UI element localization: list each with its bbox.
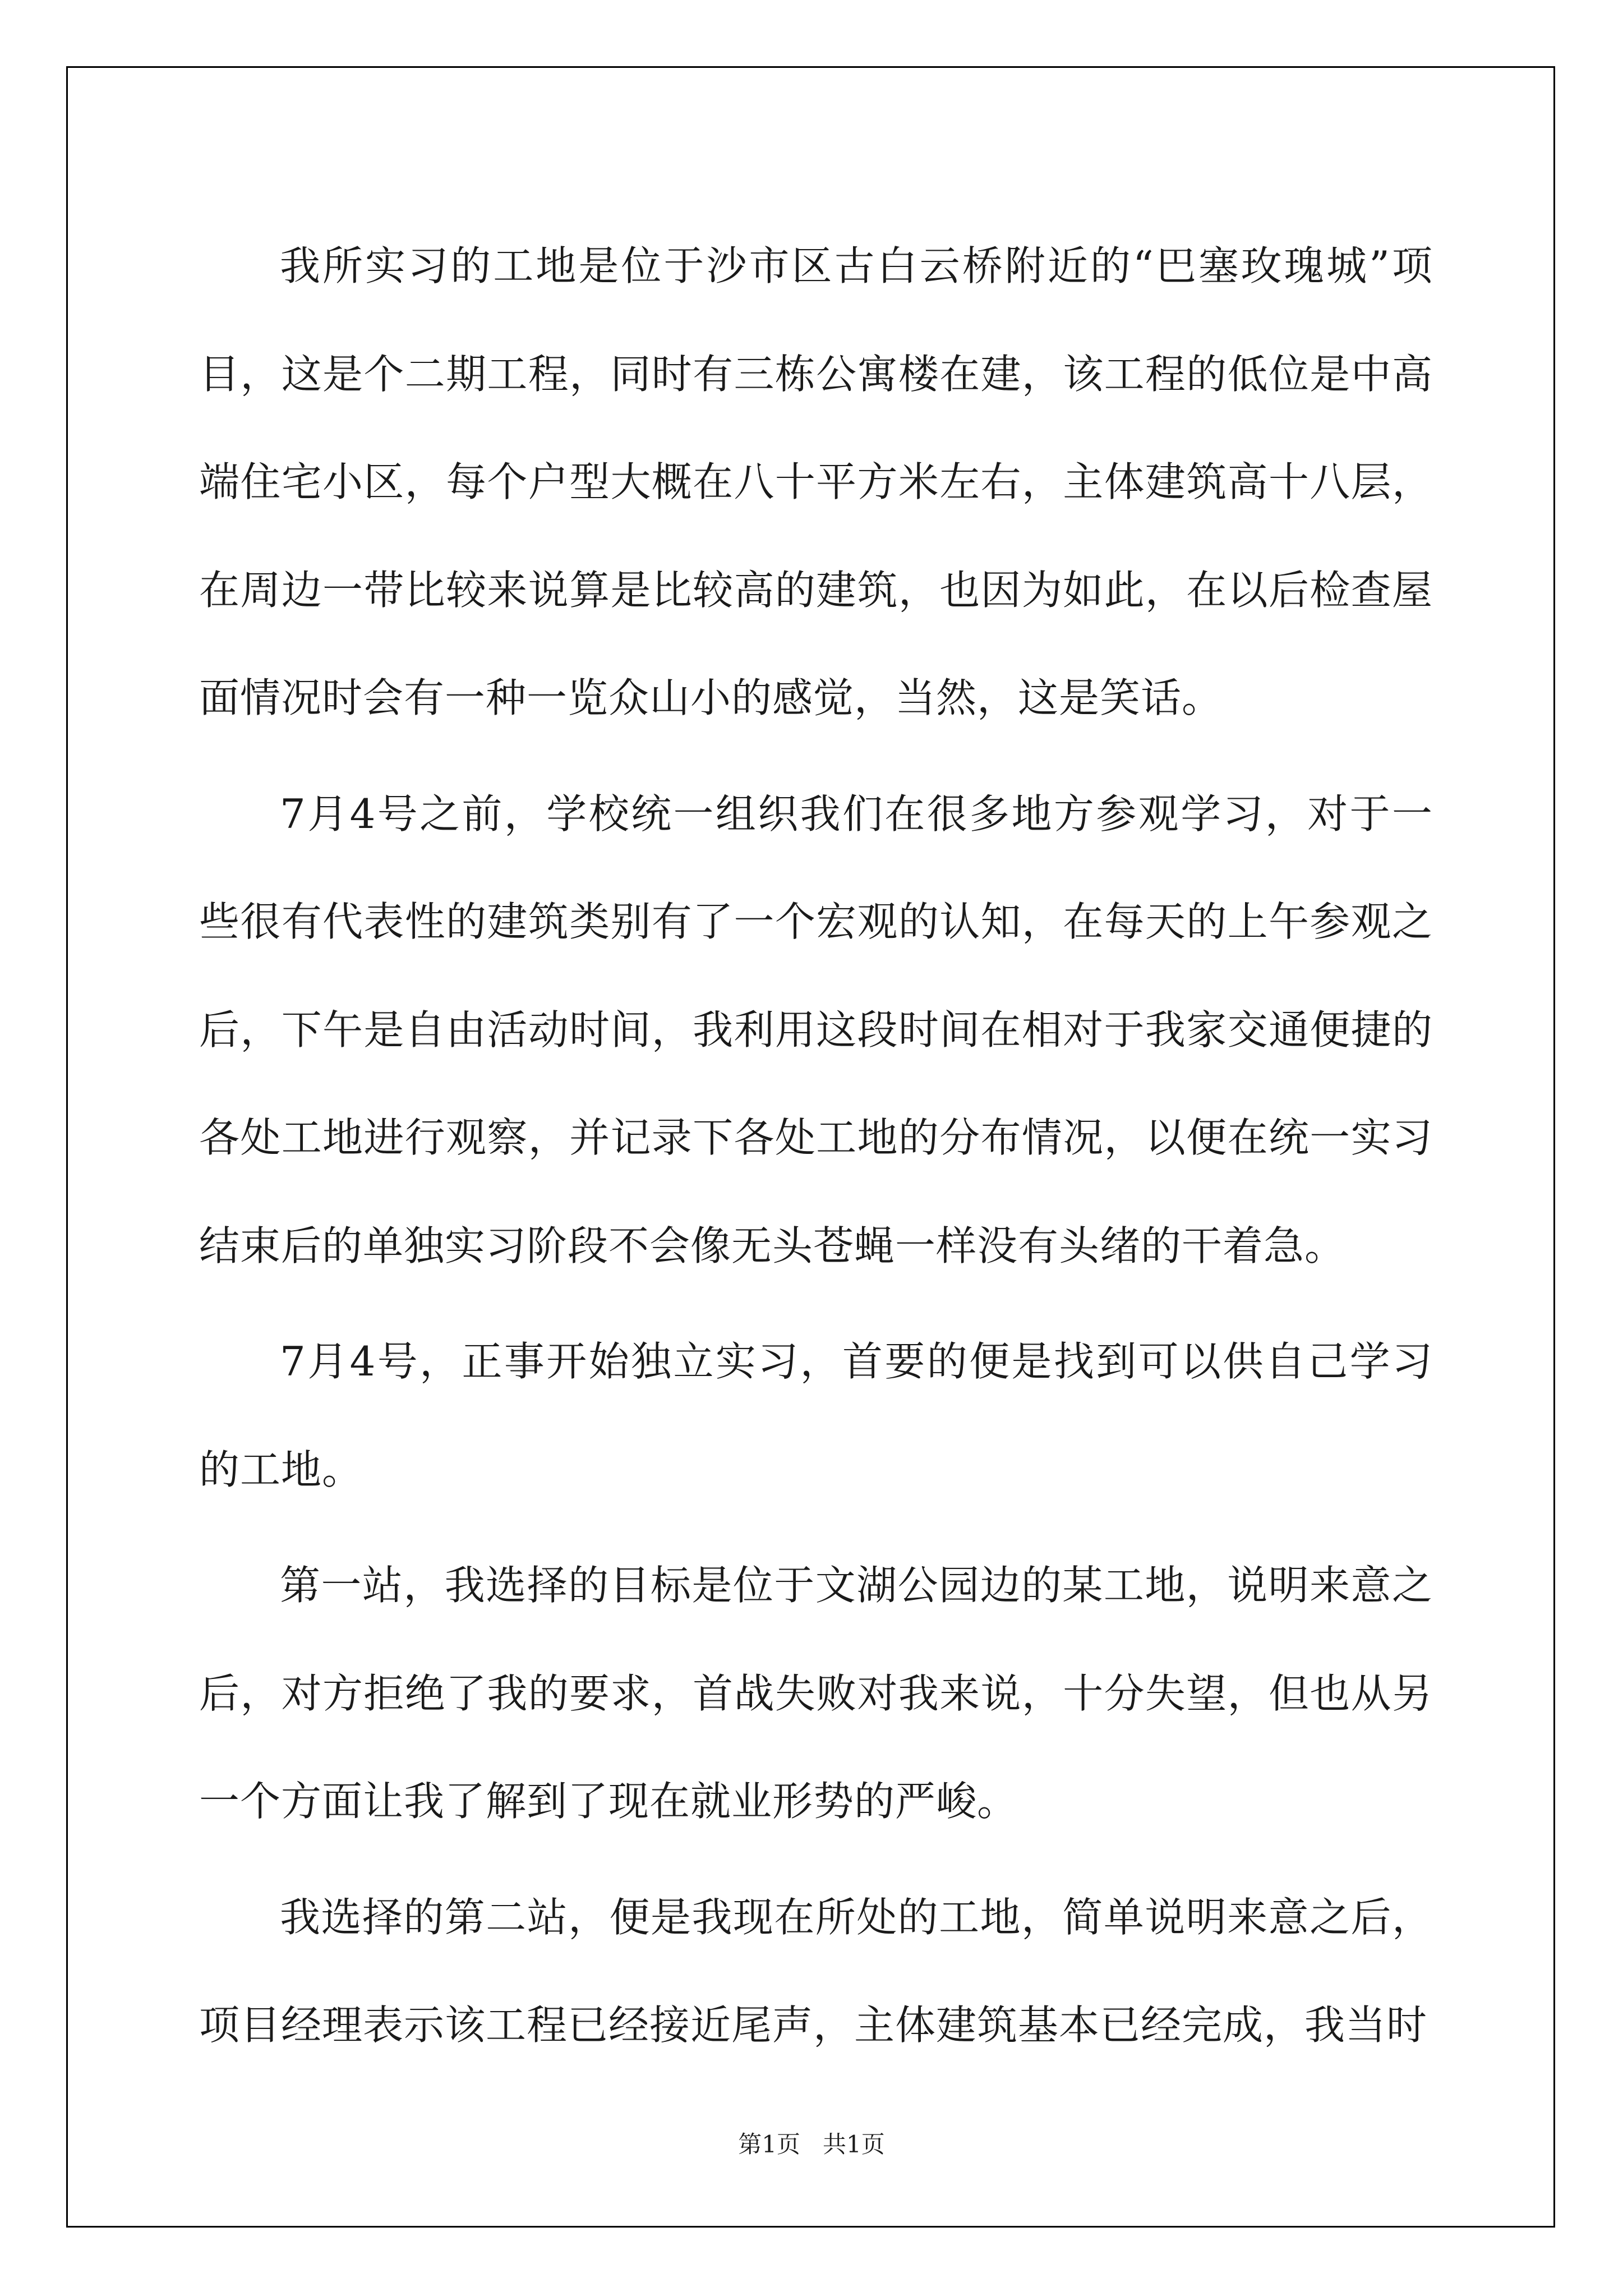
paragraph: 我所实习的工地是位于沙市区古白云桥附近的“巴塞玫瑰城”项目，这是个二期工程，同时有三栋公寓楼在建，该工程的低位是中高端住宅小区，每个户型大概在八十平方米左右，主体建筑高十八层，在周边一带比较来说算是比较高的建筑，也因为如此，在以后检查屋面情况时会有一种一览众山小的感觉，当然，这是笑话。	[199, 242, 1433, 721]
page-footer	[0, 2129, 1623, 2160]
paragraph: 7月4号，正事开始独立实习，首要的便是找到可以供自己学习的工地。	[199, 1338, 1433, 1493]
page-number: 第1页	[738, 2131, 800, 2158]
paragraph: 我选择的第二站，便是我现在所处的工地，简单说明来意之后，项目经理表示该工程已经接近尾声，主体建筑基本已经完成，我当时	[199, 1893, 1433, 2049]
page-total: 共1页	[823, 2131, 885, 2158]
paragraph: 第一站，我选择的目标是位于文湖公园边的某工地，说明来意之后，对方拒绝了我的要求，首战失败对我来说，十分失望，但也从另一个方面让我了解到了现在就业形势的严峻。	[199, 1562, 1433, 1825]
document-body	[199, 212, 1433, 2087]
paragraph: 7月4号之前，学校统一组织我们在很多地方参观学习，对于一些很有代表性的建筑类别有了一个宏观的认知，在每天的上午参观之后，下午是自由活动时间，我利用这段时间在相对于我家交通便捷的各处工地进行观察，并记录下各处工地的分布情况，以便在统一实习结束后的单独实习阶段不会像无头苍蝇一样没有头绪的干着急。	[199, 790, 1433, 1269]
